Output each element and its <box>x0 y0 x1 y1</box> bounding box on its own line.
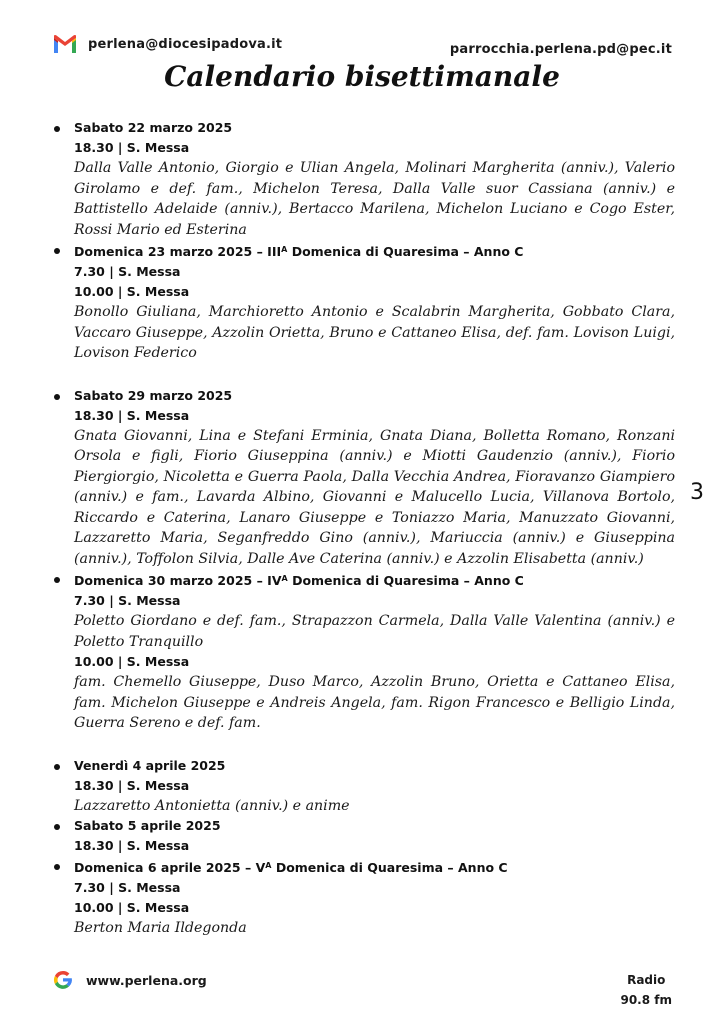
mass-time: 7.30 | S. Messa <box>74 264 181 279</box>
email-address[interactable]: perlena@diocesipadova.it <box>88 36 283 52</box>
mass-intentions: Gnata Giovanni, Lina e Stefani Erminia, Gnata Diana, Bolletta Romano, Ronzani Orsola e figli, Fiorio Giuseppina (anniv.) e Miotti Gaudenzio (anniv.), Fiorio Piergiorgio, Nicoletta e Guerra Paola, Dalla Vecchia Andrea, Fioravanzo Giampiero (anniv.) e fam., Lavarda Albino, Giovanni e Malucello Lucia, Villanova Bortolo, Riccardo e Caterina, Lanaro Giuseppe e Toniazzo Maria, Manuzzato Giovanni, Lazzaretto Maria, Seganfreddo Gino (anniv.), Mariuccia (anniv.) e Giuseppina (anniv.), Toffolon Silvia, Dalle Ave Caterina (anniv.) e Azzolin Elisabetta (anniv.) <box>74 427 675 567</box>
list-item <box>50 756 675 817</box>
list-item <box>50 240 675 364</box>
entry-date: Sabato 5 aprile 2025 <box>74 818 221 833</box>
list-item <box>50 816 675 856</box>
mass-time: 18.30 | S. Messa <box>74 838 190 853</box>
page-title: Calendario bisettimanale <box>164 60 560 93</box>
list-item <box>50 569 675 734</box>
mass-intentions: Berton Maria Ildegonda <box>74 920 247 936</box>
list-item <box>50 856 675 939</box>
mass-time: 10.00 | S. Messa <box>74 284 190 299</box>
entry-date: Venerdì 4 aprile 2025 <box>74 757 226 773</box>
page-header <box>52 34 672 60</box>
radio-info <box>620 970 672 1010</box>
mass-intentions: Bonollo Giuliana, Marchioretto Antonio e Scalabrin Margherita, Gobbato Clara, Vaccaro Giuseppe, Azzolin Orietta, Bruno e Cattaneo Elisa, def. fam. Lovison Luigi, Lovison Federico <box>74 304 675 361</box>
mass-time: 18.30 | S. Messa <box>74 407 190 423</box>
radio-label: Radio <box>627 973 666 987</box>
entry-date: Sabato 22 marzo 2025 <box>74 120 233 135</box>
list-item <box>50 386 675 570</box>
mass-intentions: fam. Chemello Giuseppe, Duso Marco, Azzolin Bruno, Orietta e Cattaneo Elisa, fam. Michelon Giuseppe e Andreis Angela, fam. Rigon Francesco e Belligio Linda, Guerra Sereno e def. fam. <box>74 674 675 731</box>
calendar-list <box>50 118 675 939</box>
mass-time: 18.30 | S. Messa <box>74 140 190 155</box>
entry-date: Domenica 6 aprile $2025 - V^A$ Domenica di Quaresima – Anno C <box>74 860 508 875</box>
page-number: 3 <box>690 480 704 505</box>
mass-time: 7.30 | S. Messa <box>74 593 181 608</box>
entry-date: Domenica 30 marzo $2025 - IV^A$ Domenica di Quaresima – Anno C <box>74 573 524 588</box>
mass-time: 10.00 | S. Messa <box>74 900 190 915</box>
list-item <box>50 118 675 240</box>
mass-intentions: Dalla Valle Antonio, Giorgio e Ulian Angela, Molinari Margherita (anniv.), Valerio Girolamo e def. fam., Michelon Teresa, Dalla Valle suor Cassiana (anniv.) e Battistello Adelaide (anniv.), Bertacco Marilena, Michelon Luciano e Cogo Ester, Rossi Mario ed Esterina <box>74 160 675 238</box>
mass-intentions: Lazzaretto Antonietta (anniv.) e anime <box>74 797 350 814</box>
google-icon <box>52 969 74 991</box>
website-link[interactable] <box>52 969 207 991</box>
pec-address[interactable]: parrocchia.perlena.pd@pec.it <box>449 42 672 57</box>
mass-time: 10.00 | S. Messa <box>74 654 190 669</box>
email-contact <box>52 34 282 54</box>
radio-frequency: 90.8 fm <box>620 993 672 1007</box>
entry-date: Domenica 23 marzo $2025 - III^A$ Domenica di Quaresima – Anno C <box>74 244 524 259</box>
mass-time: 7.30 | S. Messa <box>74 880 181 895</box>
gmail-icon <box>52 34 78 54</box>
entry-date: Sabato 29 marzo 2025 <box>74 387 233 403</box>
mass-intentions: Poletto Giordano e def. fam., Strapazzon Carmela, Dalla Valle Valentina (anniv.) e Poletto Tranquillo <box>74 613 675 650</box>
website-url[interactable]: www.perlena.org <box>86 972 207 988</box>
mass-time: 18.30 | S. Messa <box>74 777 190 793</box>
